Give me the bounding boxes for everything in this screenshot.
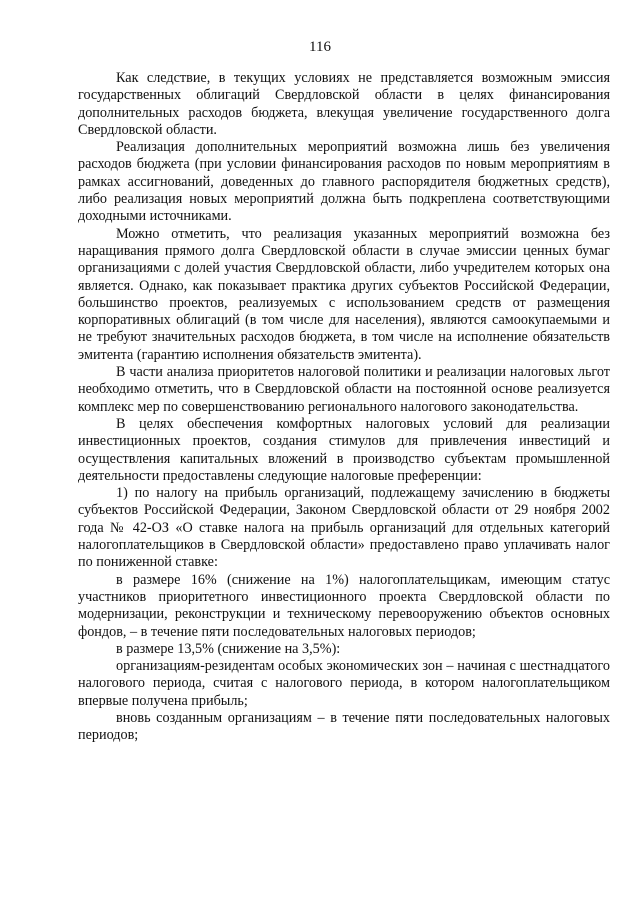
paragraph: в размере 16% (снижение на 1%) налогоплательщикам, имеющим статус участников приоритетного инвестиционного проекта Свердловской области по модернизации, реконструкции и техническому перевооружению объектов основных фондов, – в течение пяти последовательных налоговых периодов; xyxy=(78,571,610,640)
paragraph: организациям-резидентам особых экономических зон – начиная с шестнадцатого налогового периода, считая с налогового периода, в котором налогоплательщиком впервые получена прибыль; xyxy=(78,658,610,709)
page-number: 116 xyxy=(309,39,331,55)
paragraph: Как следствие, в текущих условиях не представляется возможным эмиссия государственных облигаций Свердловской области в целях финансирования дополнительных расходов бюджета, влекущая увеличение государственного долга Свердловской области. xyxy=(78,70,610,138)
paragraph: Реализация дополнительных мероприятий возможна лишь без увеличения расходов бюджета (при условии финансирования расходов по новым мероприятиям в рамках ассигнований, доведенных до главного распорядителя бюджетных средств), либо реализация новых мероприятий должна быть подкреплена соответствующими доходными источниками. xyxy=(78,139,610,225)
paragraph: 1) по налогу на прибыль организаций, подлежащему зачислению в бюджеты субъектов Российской Федерации, Законом Свердловской области от 29 ноября 2002 года № 42-ОЗ «О ставке налога на прибыль организаций для отдельных категорий налогоплательщиков в Свердловской области» предоставлено право уплачивать налог по пониженной ставке: xyxy=(78,485,610,571)
paragraph: вновь созданным организациям – в течение пяти последовательных налоговых периодов; xyxy=(78,709,610,744)
document-body xyxy=(78,70,610,745)
paragraph: В части анализа приоритетов налоговой политики и реализации налоговых льгот необходимо отметить, что в Свердловской области на постоянной основе реализуется комплекс мер по совершенствованию регионального налогового законодательства. xyxy=(78,364,610,415)
paragraph: В целях обеспечения комфортных налоговых условий для реализации инвестиционных проектов, создания стимулов для привлечения инвестиций и осуществления капитальных вложений в производство субъектам промышленной деятельности предоставлены следующие налоговые преференции: xyxy=(78,415,610,484)
paragraph: в размере 13,5% (снижение на 3,5%): xyxy=(116,640,341,657)
paragraph: Можно отметить, что реализация указанных мероприятий возможна без наращивания прямого долга Свердловской области в случае эмиссии ценных бумаг организациями с долей участия Свердловской области, либо учредителем которых она является. Однако, как показывает практика других субъектов Российской Федерации, большинство проектов, реализуемых с использованием средств от размещения корпоративных облигаций (в том числе для населения), являются самоокупаемыми и не требуют значительных расходов бюджета, в том числе на исполнение обязательств эмитента (гарантию исполнения обязательств эмитента). xyxy=(78,225,610,363)
